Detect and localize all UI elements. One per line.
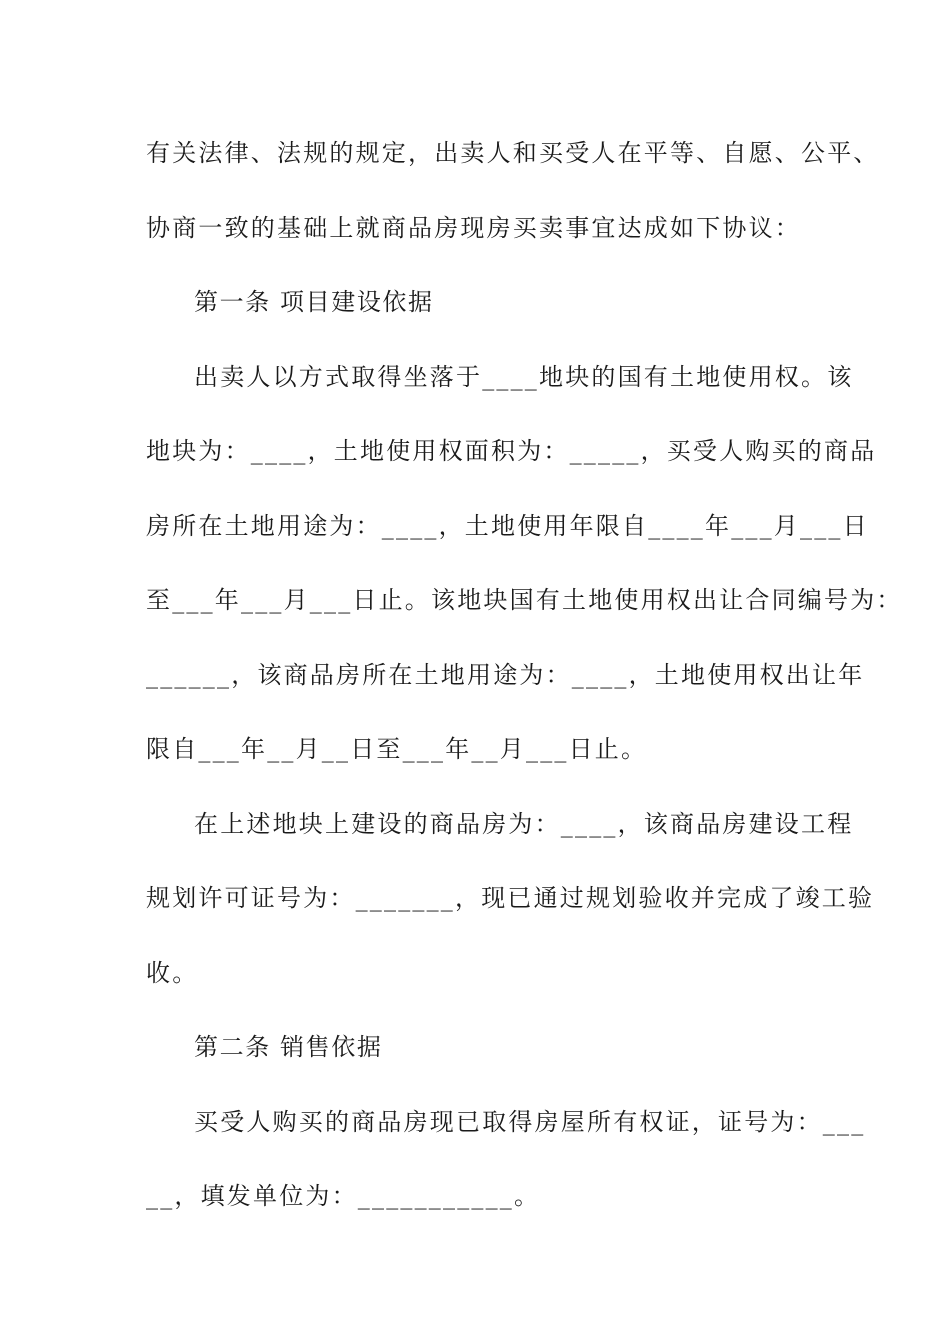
paragraph-line: ______，该商品房所在土地用途为：____，土地使用权出让年 (146, 660, 865, 689)
paragraph-line: 在上述地块上建设的商品房为：____，该商品房建设工程 (194, 809, 854, 838)
paragraph-line: 买受人购买的商品房现已取得房屋所有权证，证号为：___ (194, 1107, 866, 1136)
paragraph-line: 地块为：____，土地使用权面积为：_____，买受人购买的商品 (146, 437, 877, 465)
paragraph-line: 有关法律、法规的规定，出卖人和买受人在平等、自愿、公平、 (146, 139, 880, 167)
paragraph-line: 出卖人以方式取得坐落于____地块的国有土地使用权。该 (194, 362, 854, 391)
document-page (146, 116, 903, 1234)
paragraph-line: __，填发单位为：___________。 (146, 1182, 541, 1210)
paragraph-line: 限自___年__月__日至___年__月___日止。 (146, 735, 648, 763)
article-heading-2: 第二条 销售依据 (194, 1033, 383, 1061)
paragraph-line: 规划许可证号为：_______，现已通过规划验收并完成了竣工验 (146, 884, 875, 912)
paragraph-line: 协商一致的基础上就商品房现房买卖事宜达成如下协议： (146, 213, 801, 242)
article-heading-1: 第一条 项目建设依据 (194, 288, 434, 316)
paragraph-line: 房所在土地用途为：____，土地使用年限自____年___月___日 (146, 511, 869, 540)
paragraph-line: 收。 (146, 958, 199, 987)
paragraph-line: 至___年___月___日止。该地块国有土地使用权出让合同编号为： (146, 586, 903, 614)
